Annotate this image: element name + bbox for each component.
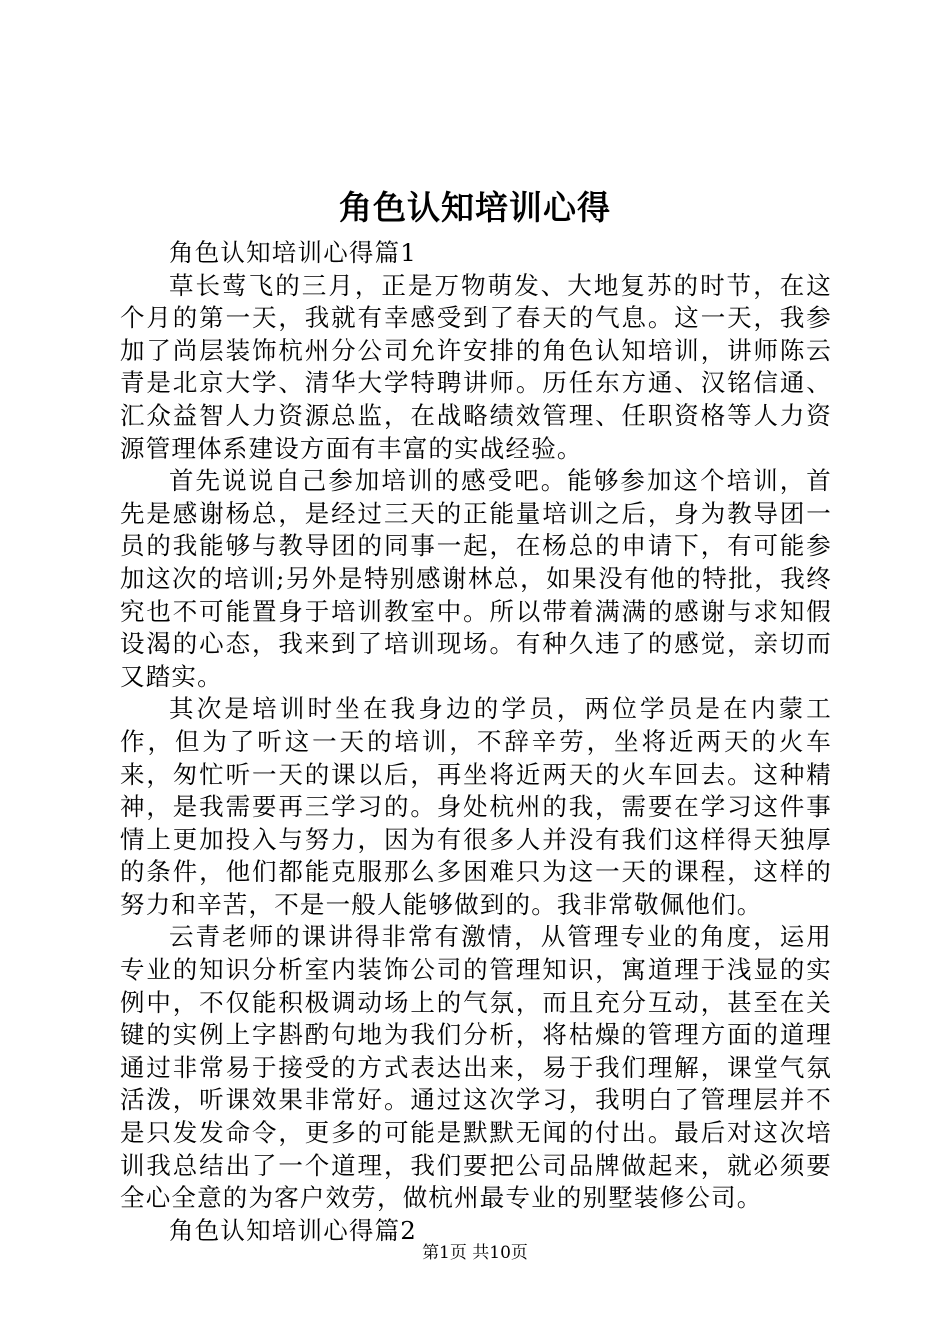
paragraph: 首先说说自己参加培训的感受吧。能够参加这个培训，首先是感谢杨总，是经过三天的正能量培训之后，身为教导团一员的我能够与教导团的同事一起，在杨总的申请下，有可能参加这次的培训;另外是特别感谢林总，如果没有他的特批，我终究也不可能置身于培训教室中。所以带着满满的感谢与求知假设渴的心态，我来到了培训现场。有种久违了的感觉，亲切而又踏实。 <box>120 466 832 691</box>
page-footer: 第1页 共10页 <box>422 1243 528 1263</box>
document-body <box>120 237 832 1247</box>
section-heading-1: 角色认知培训心得篇1 <box>169 238 418 267</box>
paragraph: 草长莺飞的三月，正是万物萌发、大地复苏的时节，在这个月的第一天，我就有幸感受到了春天的气息。这一天，我参加了尚层装饰杭州分公司允许安排的角色认知培训，讲师陈云青是北京大学、清华大学特聘讲师。历任东方通、汉铭信通、汇众益智人力资源总监，在战略绩效管理、任职资格等人力资源管理体系建设方面有丰富的实战经验。 <box>120 270 832 463</box>
document-title: 角色认知培训心得 <box>339 188 611 227</box>
paragraph: 云青老师的课讲得非常有激情，从管理专业的角度，运用专业的知识分析室内装饰公司的管理知识，寓道理于浅显的实例中，不仅能积极调动场上的气氛，而且充分互动，甚至在关键的实例上字斟酌句地为我们分析，将枯燥的管理方面的道理通过非常易于接受的方式表达出来，易于我们理解，课堂气氛活泼，听课效果非常好。通过这次学习，我明白了管理层并不是只发发命令，更多的可能是默默无闻的付出。最后对这次培训我总结出了一个道理，我们要把公司品牌做起来，就必须要全心全意的为客户效劳，做杭州最专业的别墅装修公司。 <box>120 922 832 1213</box>
paragraph: 其次是培训时坐在我身边的学员，两位学员是在内蒙工作，但为了听这一天的培训，不辞辛劳，坐将近两天的火车来，匆忙听一天的课以后，再坐将近两天的火车回去。这种精神，是我需要再三学习的。身处杭州的我，需要在学习这件事情上更加投入与努力，因为有很多人并没有我们这样得天独厚的条件，他们都能克服那么多困难只为这一天的课程，这样的努力和辛苦，不是一般人能够做到的。我非常敬佩他们。 <box>120 694 832 919</box>
section-heading-2: 角色认知培训心得篇2 <box>169 1215 418 1245</box>
